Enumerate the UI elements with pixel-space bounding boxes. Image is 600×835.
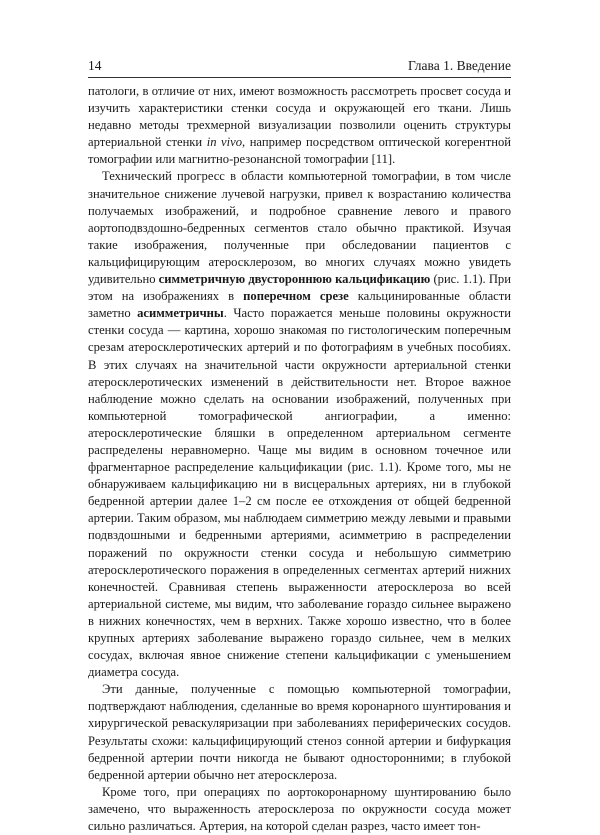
text-run: (рис. 1.1). При этом на изображениях в bbox=[88, 272, 511, 304]
paragraph-4 bbox=[88, 784, 511, 835]
text-run: Кроме того, при операциях по аортокоронарному шунтированию было замечено, что выраженность атеросклероза по окружности сосуда может сильно различаться. Артерия, на которой сделан разрез, часто имеет тон- bbox=[88, 784, 511, 834]
body-text bbox=[88, 83, 511, 835]
emphasis-bold: асимметричны bbox=[137, 306, 224, 321]
text-run: . Часто поражается меньше половины окружности стенки сосуда — картина, хорошо знакомая по гистологическим поперечным срезам атеросклеротических артерий и по фотографиям в учебных пособиях. В этих случаях на значительной части окружности артериальной стенки атеросклеротических изменений в действительности нет. Второе важное наблюдение можно сделать на основании изображений, полученных при компьютерной томографической ангиографии, а именно: атеросклеротические бляшки в определенном артериальном сегменте распределены неравномерно. Чаще мы видим в основном точечное или фрагментарное распределение кальцификации (рис. 1.1). Кроме того, мы не обнаруживаем кальцификацию ни в висцеральных артериях, ни в глубокой бедренной артерии далее 1–2 см после ее отхождения от общей бедренной артерии. Таким образом, мы наблюдаем симметрию между левыми и правыми подвздошными и бедренными артериями, асимметрию в распределении поражений по окружности стенки сосуда и небольшую симметрию атеросклеротического поражения в определенных сегментах артерий нижних конечностей. Сравнивая степень выраженности атеросклероза во всей артериальной системе, мы видим, что заболевание гораздо сильнее выражено в нижних конечностях, чем в верхних. Также хорошо известно, что в более крупных артериях заболевание выражено гораздо сильнее, чем в мелких сосудах, включая явное снижение степени кальцификации с уменьшением диаметра сосуда. bbox=[88, 306, 512, 680]
chapter-title: Глава 1. Введение bbox=[408, 58, 511, 73]
page-number: 14 bbox=[88, 58, 102, 73]
book-page bbox=[88, 58, 511, 835]
text-run: патологи, в отличие от них, имеют возможность рассмотреть просвет сосуда и изучить характеристики стенки сосуда и окружающей его ткани. Лишь недавно методы трехмерной визуализации позволили оценить структуры артериальной стенки bbox=[88, 84, 511, 150]
paragraph-1 bbox=[88, 83, 511, 168]
paragraph-2 bbox=[88, 168, 511, 681]
text-run: кальцинированные области заметно bbox=[88, 289, 511, 321]
emphasis-italic: in vivo bbox=[206, 135, 243, 150]
paragraph-3 bbox=[88, 681, 511, 784]
emphasis-bold: симметричную двустороннюю кальцификацию bbox=[158, 272, 431, 287]
emphasis-bold: поперечном срезе bbox=[243, 289, 349, 304]
text-run: , например посредством оптической когерентной томографии или магнитно-резонансной томографии [11]. bbox=[88, 135, 512, 167]
header-rule bbox=[88, 77, 511, 78]
text-run: Технический прогресс в области компьютерной томографии, в том числе значительное снижение лучевой нагрузки, привел к возрастанию количества получаемых изображений, и подробное сравнение левого и правого аортоподвздошно-бедренных сегментов стало обычно практикой. Изучая такие изображения, полученные при обследовании пациентов с кальцифицирующим атеросклерозом, во многих случаях можно увидеть удивительно bbox=[88, 169, 511, 287]
running-header bbox=[88, 58, 511, 74]
text-run: Эти данные, полученные с помощью компьютерной томографии, подтверждают наблюдения, сделанные во время коронарного шунтирования и хирургической реваскуляризации при заболеваниях периферических сосудов. Результаты схожи: кальцифицирующий стеноз сонной артерии и бифуркация бедренной артерии почти никогда не бывают односторонними; в глубокой бедренной артерии обычно нет атеросклероза. bbox=[88, 682, 511, 782]
